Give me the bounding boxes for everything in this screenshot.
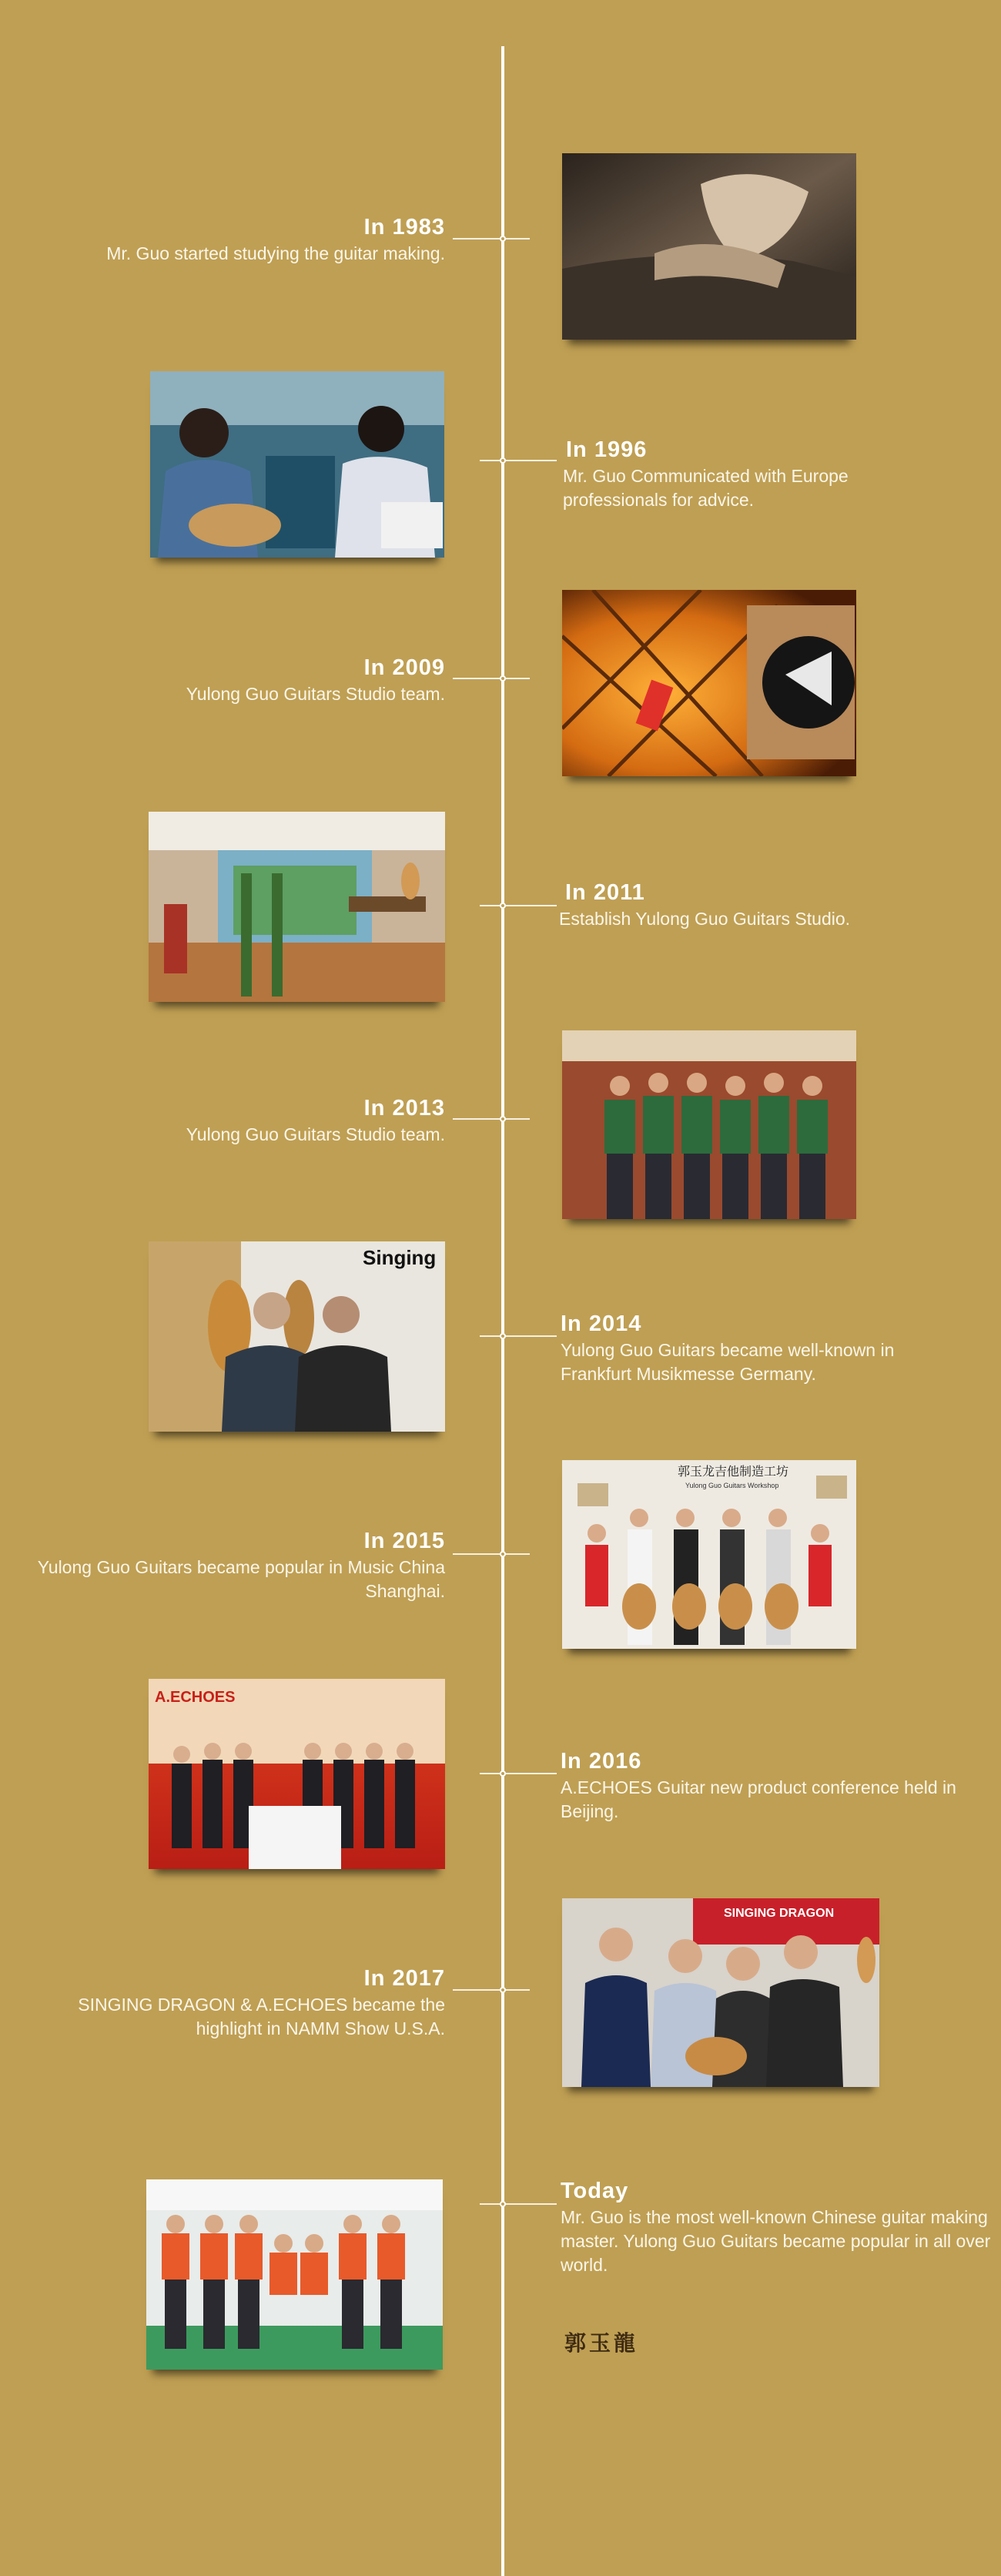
- timeline-node: [500, 236, 506, 242]
- timeline-node: [500, 1770, 506, 1777]
- entry-photo-group-guitars: [562, 1460, 856, 1649]
- timeline-node: [500, 1551, 506, 1557]
- timeline-connector: [453, 1118, 530, 1120]
- entry-photo-conference-stage: [149, 1679, 445, 1869]
- entry-description: Yulong Guo Guitars became popular in Music China Shanghai.: [37, 1557, 445, 1601]
- timeline-node: [500, 1116, 506, 1122]
- timeline-connector: [480, 905, 557, 906]
- entry-photo-team-orange: [146, 2179, 443, 2370]
- timeline-entry-2011: [559, 879, 944, 931]
- timeline-node: [500, 2201, 506, 2207]
- entry-year: In 1996: [566, 437, 648, 462]
- timeline-connector: [453, 238, 530, 240]
- entry-year: In 2014: [561, 1311, 642, 1336]
- calligraphy-signature: 郭玉龍: [564, 2330, 639, 2356]
- photo-caption: Singing: [363, 1246, 437, 1269]
- entry-description: A.ECHOES Guitar new product conference held in Beijing.: [561, 1777, 956, 1821]
- timeline-connector: [480, 2203, 557, 2205]
- entry-photo-hand-carving: [562, 153, 856, 340]
- timeline-entry-1996: [563, 437, 917, 512]
- entry-description: Establish Yulong Guo Guitars Studio.: [559, 909, 851, 929]
- entry-photo-guitar-discussion: [150, 371, 444, 558]
- timeline-connector: [480, 1773, 557, 1774]
- timeline-entry-2017: [14, 1965, 445, 2041]
- entry-year: In 2009: [363, 655, 445, 680]
- timeline-connector: [453, 678, 530, 679]
- entry-description: SINGING DRAGON & A.ECHOES became the highlight in NAMM Show U.S.A.: [78, 1995, 445, 2038]
- timeline-connector: [480, 460, 557, 461]
- timeline-entry-2013: [14, 1095, 445, 1147]
- timeline-node: [500, 903, 506, 909]
- entry-year: In 2016: [561, 1749, 642, 1774]
- timeline-entry-today: [561, 2178, 992, 2277]
- entry-photo-singing-booth: [149, 1241, 445, 1432]
- entry-description: Yulong Guo Guitars Studio team.: [186, 1124, 445, 1144]
- timeline-node: [500, 1987, 506, 1993]
- timeline-entry-2009: [14, 655, 445, 706]
- entry-description: Mr. Guo Communicated with Europe professionals for advice.: [563, 466, 849, 510]
- entry-description: Mr. Guo is the most well-known Chinese guitar making master. Yulong Guo Guitars became popular in all over world.: [561, 2207, 991, 2275]
- entry-year: In 1983: [363, 215, 445, 240]
- timeline-connector: [453, 1989, 530, 1991]
- photo-caption: A.ECHOES: [155, 1689, 236, 1706]
- timeline-connector: [453, 1553, 530, 1555]
- timeline-node: [500, 1333, 506, 1339]
- entry-year: Today: [561, 2179, 629, 2203]
- entry-year: In 2011: [565, 880, 645, 905]
- photo-subcaption: Yulong Guo Guitars Workshop: [685, 1482, 779, 1489]
- timeline-node: [500, 675, 506, 682]
- entry-description: Yulong Guo Guitars became well-known in Frankfurt Musikmesse Germany.: [561, 1340, 895, 1384]
- entry-year: In 2015: [363, 1529, 445, 1553]
- timeline-entry-2016: [561, 1748, 961, 1824]
- entry-photo-studio-workshop: [149, 812, 445, 1002]
- entry-photo-team-green: [562, 1030, 856, 1219]
- entry-photo-guitar-bracing: [562, 590, 856, 776]
- timeline-entry-2015: [14, 1528, 445, 1603]
- entry-year: In 2013: [363, 1096, 445, 1121]
- photo-caption: 郭玉龙吉他制造工坊: [678, 1464, 789, 1479]
- timeline-axis: [501, 46, 504, 2576]
- timeline-entry-2014: [561, 1311, 961, 1386]
- timeline-connector: [480, 1335, 557, 1337]
- entry-year: In 2017: [363, 1966, 445, 1991]
- photo-caption: SINGING DRAGON: [724, 1907, 835, 1920]
- timeline-node: [500, 457, 506, 464]
- entry-photo-namm-show: [562, 1898, 879, 2087]
- timeline-entry-1983: [14, 214, 445, 266]
- entry-description: Yulong Guo Guitars Studio team.: [186, 684, 445, 704]
- entry-description: Mr. Guo started studying the guitar making.: [106, 243, 445, 263]
